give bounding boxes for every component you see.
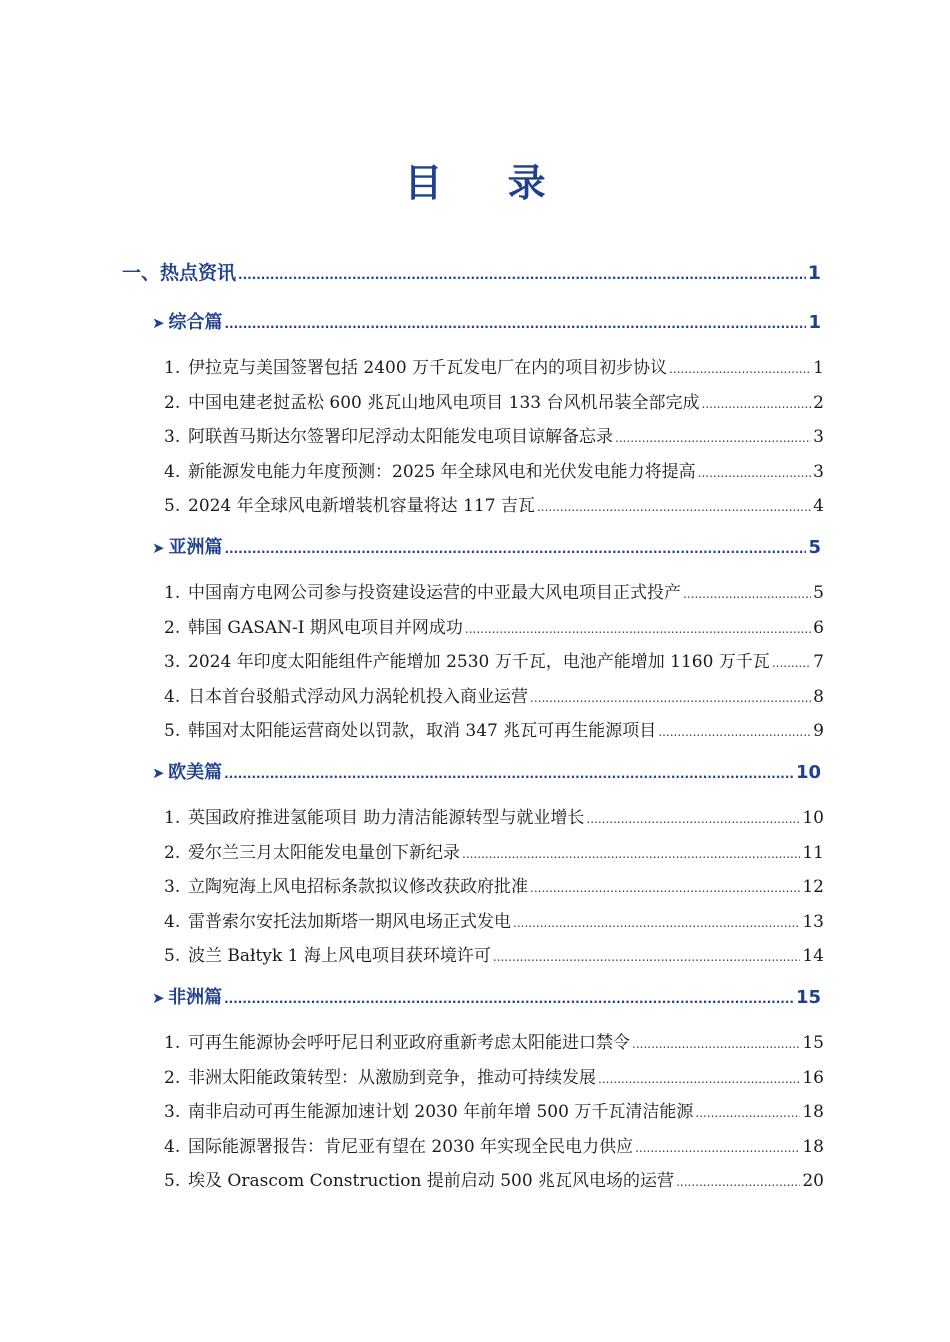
toc-item-number: 5. (164, 1171, 181, 1192)
toc-item[interactable] (164, 1132, 824, 1157)
toc-item-text: 国际能源署报告：肯尼亚有望在 2030 年实现全民电力供应 (188, 1136, 634, 1157)
dot-leader (513, 916, 800, 930)
toc-item[interactable] (164, 838, 824, 863)
toc-section-heading[interactable] (122, 258, 821, 285)
toc-item-page-number: 14 (802, 946, 824, 967)
toc-item[interactable] (164, 491, 824, 516)
dot-leader (658, 725, 811, 739)
dot-leader (615, 431, 811, 445)
toc-item-number: 5. (164, 496, 181, 517)
toc-item-number: 5. (164, 721, 181, 742)
toc-item-number: 3. (164, 1102, 181, 1123)
toc-item[interactable] (164, 941, 824, 966)
toc-item[interactable] (164, 803, 824, 828)
toc-item-number: 4. (164, 911, 181, 932)
dot-leader (238, 268, 806, 282)
toc-group-heading-text: 亚洲篇 (168, 537, 223, 558)
dot-leader (224, 542, 806, 556)
toc-item-text: 埃及 Orascom Construction 提前启动 500 兆瓦风电场的运营 (188, 1171, 675, 1192)
toc-item-text: 韩国 GASAN-I 期风电项目并网成功 (188, 617, 463, 638)
toc-item[interactable] (164, 716, 824, 741)
toc-item-page-number: 11 (802, 842, 824, 863)
toc-group-heading-page-number: 15 (795, 987, 821, 1008)
toc-section-heading-page-number: 1 (807, 262, 821, 284)
toc-item-page-number: 7 (813, 652, 824, 673)
toc-item-number: 4. (164, 461, 181, 482)
toc-item-page-number: 4 (813, 496, 824, 517)
arrow-bullet-icon: ➤ (152, 764, 165, 782)
dot-leader (635, 1141, 800, 1155)
dot-leader (537, 500, 811, 514)
toc-section-heading-text: 一、热点资讯 (122, 262, 237, 284)
toc-item-page-number: 12 (802, 877, 824, 898)
toc-group-heading-page-number: 10 (795, 762, 821, 783)
toc-item-text: 立陶宛海上风电招标条款拟议修改获政府批准 (188, 877, 528, 898)
toc-item[interactable] (164, 1028, 824, 1053)
toc-item[interactable] (164, 647, 824, 672)
toc-item-number: 2. (164, 617, 181, 638)
dot-leader (772, 656, 811, 670)
dot-leader (530, 881, 800, 895)
toc-item-text: 南非启动可再生能源加速计划 2030 年前年增 500 万千瓦清洁能源 (188, 1102, 694, 1123)
toc-item-text: 雷普索尔安托法加斯塔一期风电场正式发电 (188, 911, 511, 932)
toc-item-text: 2024 年全球风电新增装机容量将达 117 吉瓦 (188, 496, 535, 517)
toc-item-number: 3. (164, 652, 181, 673)
toc-item-page-number: 10 (802, 808, 824, 828)
toc-item-text: 中国南方电网公司参与投资建设运营的中亚最大风电项目正式投产 (188, 583, 681, 603)
toc-item-text: 阿联酋马斯达尔签署印尼浮动太阳能发电项目谅解备忘录 (188, 427, 613, 448)
toc-item-number: 1. (164, 1033, 181, 1053)
toc-item-page-number: 13 (802, 911, 824, 932)
toc-item[interactable] (164, 457, 824, 482)
toc-item[interactable] (164, 907, 824, 932)
toc-item[interactable] (164, 1097, 824, 1122)
toc-item-text: 可再生能源协会呼吁尼日利亚政府重新考虑太阳能进口禁令 (188, 1033, 630, 1053)
toc-item-number: 1. (164, 583, 181, 603)
dot-leader (698, 466, 812, 480)
dot-leader (669, 362, 811, 376)
toc-item[interactable] (164, 388, 824, 413)
dot-leader (530, 691, 811, 705)
dot-leader (598, 1072, 800, 1086)
toc-group-heading[interactable] (152, 308, 821, 334)
toc-item-number: 5. (164, 946, 181, 967)
toc-item-text: 日本首台驳船式浮动风力涡轮机投入商业运营 (188, 686, 528, 707)
toc-item-number: 4. (164, 1136, 181, 1157)
toc-item[interactable] (164, 613, 824, 638)
toc-group-heading[interactable] (152, 983, 821, 1009)
toc-item[interactable] (164, 1063, 824, 1088)
toc-title: 目 录 (404, 161, 572, 205)
toc-item-number: 4. (164, 686, 181, 707)
arrow-bullet-icon: ➤ (152, 989, 165, 1007)
toc-group-heading[interactable] (152, 758, 821, 784)
arrow-bullet-icon: ➤ (152, 539, 165, 557)
dot-leader (493, 950, 800, 964)
dot-leader (224, 767, 794, 781)
toc-item-number: 2. (164, 1067, 181, 1088)
dot-leader (632, 1037, 800, 1051)
toc-item-page-number: 6 (813, 617, 824, 638)
toc-item-page-number: 15 (802, 1033, 824, 1053)
toc-item-text: 英国政府推进氢能项目 助力清洁能源转型与就业增长 (188, 808, 585, 828)
toc-item-page-number: 20 (802, 1171, 824, 1192)
dot-leader (702, 397, 812, 411)
toc-item-page-number: 8 (813, 686, 824, 707)
dot-leader (224, 317, 806, 331)
toc-item[interactable] (164, 872, 824, 897)
toc-item-number: 1. (164, 358, 181, 378)
toc-item-text: 2024 年印度太阳能组件产能增加 2530 万千瓦，电池产能增加 1160 万千瓦 (188, 652, 770, 673)
toc-item[interactable] (164, 353, 824, 378)
toc-item-page-number: 3 (813, 461, 824, 482)
toc-item-text: 韩国对太阳能运营商处以罚款，取消 347 兆瓦可再生能源项目 (188, 721, 657, 742)
toc-item-text: 新能源发电能力年度预测：2025 年全球风电和光伏发电能力将提高 (188, 461, 696, 482)
toc-item[interactable] (164, 422, 824, 447)
toc-item[interactable] (164, 682, 824, 707)
toc-item-page-number: 3 (813, 427, 824, 448)
toc-item-text: 中国电建老挝孟松 600 兆瓦山地风电项目 133 台风机吊装全部完成 (188, 392, 700, 413)
toc-item-number: 2. (164, 842, 181, 863)
dot-leader (462, 847, 800, 861)
toc-group-heading-text: 非洲篇 (168, 987, 223, 1008)
toc-item-number: 1. (164, 808, 181, 828)
toc-item-number: 3. (164, 877, 181, 898)
dot-leader (695, 1106, 800, 1120)
dot-leader (586, 812, 800, 826)
arrow-bullet-icon: ➤ (152, 314, 165, 332)
toc-item-text: 爱尔兰三月太阳能发电量创下新纪录 (188, 842, 460, 863)
toc-item-text: 非洲太阳能政策转型：从激励到竞争，推动可持续发展 (188, 1067, 596, 1088)
toc-item-page-number: 16 (802, 1067, 824, 1088)
toc-group-heading-page-number: 5 (808, 537, 821, 558)
dot-leader (224, 992, 794, 1006)
toc-group-heading-text: 综合篇 (168, 312, 223, 333)
toc-item[interactable] (164, 1166, 824, 1191)
dot-leader (683, 587, 811, 601)
toc-item-number: 3. (164, 427, 181, 448)
toc-group-heading-page-number: 1 (808, 312, 821, 333)
toc-item[interactable] (164, 578, 824, 603)
toc-item-page-number: 1 (813, 358, 824, 378)
toc-item-text: 伊拉克与美国签署包括 2400 万千瓦发电厂在内的项目初步协议 (188, 358, 668, 378)
toc-item-page-number: 9 (813, 721, 824, 742)
toc-item-page-number: 5 (813, 583, 824, 603)
toc-item-text: 波兰 Bałtyk 1 海上风电项目获环境许可 (188, 946, 491, 967)
toc-group-heading-text: 欧美篇 (168, 762, 223, 783)
toc-item-page-number: 18 (802, 1136, 824, 1157)
dot-leader (676, 1175, 800, 1189)
dot-leader (465, 622, 811, 636)
toc-item-number: 2. (164, 392, 181, 413)
toc-item-page-number: 2 (813, 392, 824, 413)
toc-group-heading[interactable] (152, 533, 821, 559)
toc-item-page-number: 18 (802, 1102, 824, 1123)
